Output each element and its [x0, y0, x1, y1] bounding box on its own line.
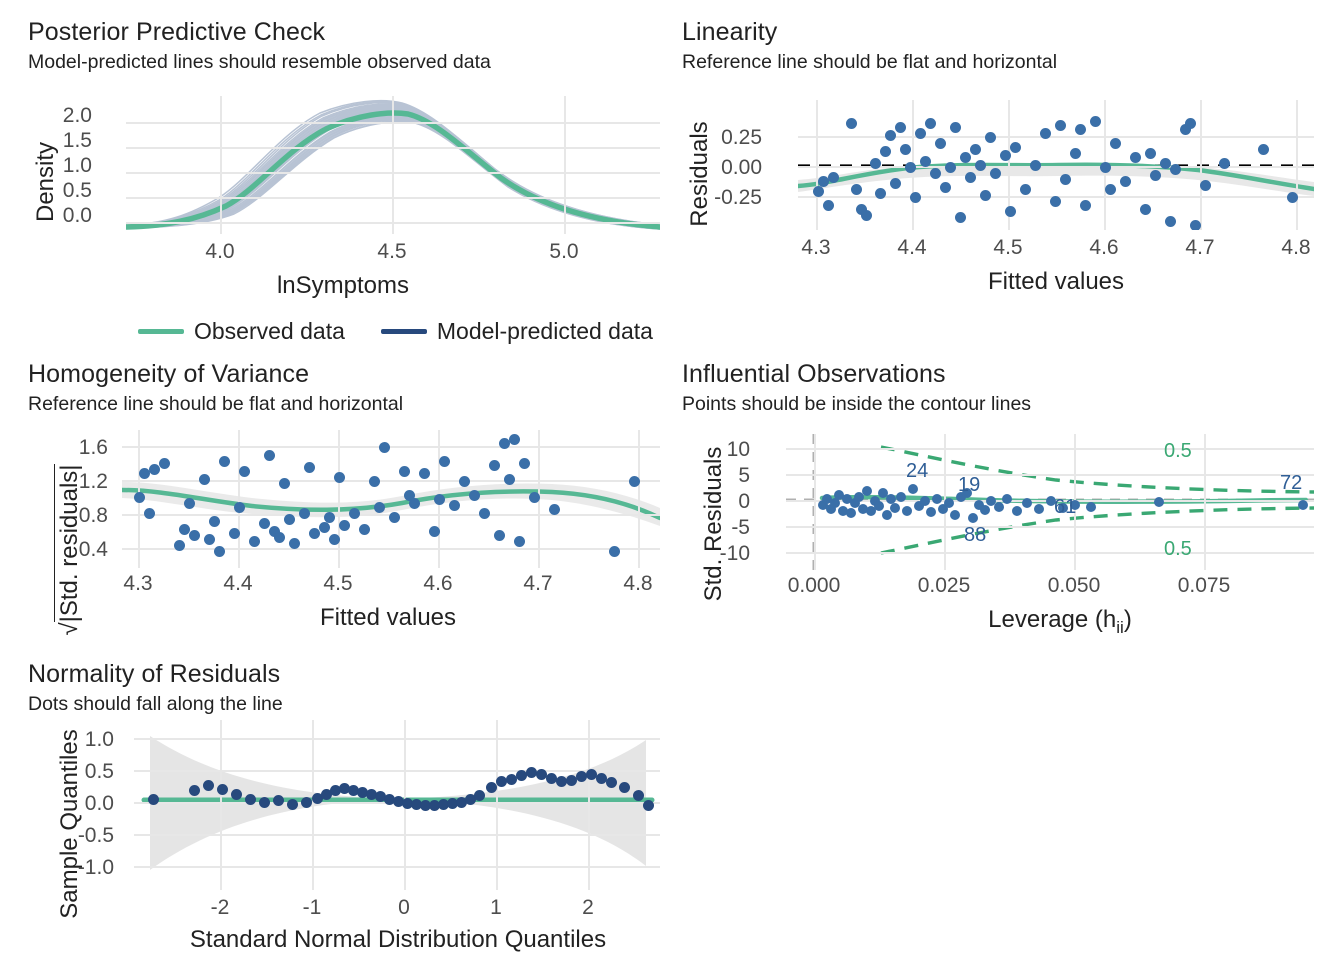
normality-title: Normality of Residuals — [28, 660, 281, 688]
scatter-point — [1090, 116, 1101, 127]
qq-point — [301, 797, 312, 808]
point-label-88: 88 — [964, 524, 987, 546]
scatter-point — [1140, 204, 1151, 215]
scatter-point — [980, 505, 990, 515]
scatter-point — [1055, 120, 1066, 131]
ppc-x-tick: 4.5 — [377, 240, 407, 263]
panel-linearity — [682, 18, 1332, 308]
ppc-y-tick: 1.0 — [62, 154, 92, 177]
scatter-point — [319, 522, 330, 533]
scatter-point — [489, 460, 500, 471]
scatter-point — [885, 130, 896, 141]
scatter-point — [284, 514, 295, 525]
qq-point — [245, 794, 256, 805]
scatter-point — [905, 162, 916, 173]
scatter-point — [289, 538, 300, 549]
scatter-point — [1105, 184, 1116, 195]
scatter-point — [1010, 142, 1021, 153]
scatter-point — [861, 210, 872, 221]
ppc-x-axis-title: lnSymptoms — [276, 272, 410, 299]
scatter-point — [1130, 152, 1141, 163]
homogeneity-x-tick: 4.8 — [623, 572, 653, 595]
scatter-point — [214, 546, 225, 557]
sqrt-symbol: √ — [56, 622, 83, 636]
influential-x-tick: 0.075 — [1177, 574, 1231, 597]
scatter-point — [1165, 216, 1176, 227]
scatter-point — [159, 458, 170, 469]
scatter-point — [965, 172, 976, 183]
homogeneity-subtitle: Reference line should be flat and horizontal — [28, 393, 404, 415]
normality-y-tick: -1.0 — [77, 856, 114, 879]
scatter-point — [895, 122, 906, 133]
scatter-point — [926, 507, 936, 517]
scatter-point — [149, 464, 160, 475]
influential-title: Influential Observations — [682, 360, 946, 388]
qq-point — [189, 785, 200, 796]
scatter-point — [902, 506, 912, 516]
ppc-x-tick: 5.0 — [549, 240, 579, 263]
scatter-point — [264, 450, 275, 461]
influential-x-axis-label-text: Leverage (h — [988, 606, 1117, 633]
scatter-point — [1219, 158, 1230, 169]
scatter-point — [1050, 196, 1061, 207]
scatter-point — [1022, 498, 1032, 508]
scatter-point — [459, 476, 470, 487]
scatter-point — [1020, 184, 1031, 195]
normality-x-tick: 0 — [398, 896, 410, 919]
scatter-point — [469, 490, 480, 501]
influential-y-tick: -10 — [719, 542, 750, 565]
panel-normality-of-residuals — [28, 660, 678, 953]
scatter-point — [1120, 176, 1131, 187]
normality-x-tick: -2 — [210, 896, 230, 919]
homogeneity-y-tick: 0.8 — [78, 504, 108, 527]
qq-point — [259, 797, 270, 808]
qq-point — [231, 789, 242, 800]
scatter-point — [509, 434, 520, 445]
scatter-point — [1034, 504, 1044, 514]
scatter-point — [1200, 180, 1211, 191]
scatter-point — [219, 456, 230, 467]
point-label-24: 24 — [906, 460, 929, 482]
scatter-point — [1154, 497, 1164, 507]
linearity-x-tick: 4.8 — [1281, 236, 1311, 259]
influential-y-tick: 10 — [726, 438, 750, 461]
scatter-point — [925, 118, 936, 129]
linearity-x-tick: 4.5 — [993, 236, 1023, 259]
linearity-y-tick: 0.25 — [721, 126, 762, 149]
normality-y-axis-title: Sample Quantiles — [56, 729, 83, 919]
homogeneity-x-tick: 4.4 — [223, 572, 253, 595]
scatter-point — [980, 190, 991, 201]
influential-subtitle: Points should be inside the contour lines — [682, 393, 1032, 415]
scatter-point — [329, 534, 340, 545]
point-label-72: 72 — [1280, 472, 1303, 494]
normality-plot-area — [134, 720, 660, 890]
scatter-point — [399, 466, 410, 477]
panel-homogeneity-of-variance — [28, 360, 678, 650]
scatter-point — [1080, 200, 1091, 211]
linearity-x-tick: 4.3 — [801, 236, 831, 259]
scatter-point — [549, 504, 560, 515]
scatter-point — [900, 144, 911, 155]
scatter-point — [1298, 500, 1308, 510]
scatter-point — [1110, 138, 1121, 149]
qq-point — [287, 799, 298, 810]
legend-label-observed: Observed data — [194, 318, 345, 344]
scatter-point — [449, 500, 460, 511]
influential-x-tick: 0.050 — [1047, 574, 1101, 597]
scatter-point — [875, 188, 886, 199]
scatter-point — [896, 492, 906, 502]
ppc-y-tick: 0.0 — [62, 204, 92, 227]
normality-y-tick: -0.5 — [77, 824, 114, 847]
scatter-point — [1030, 160, 1041, 171]
scatter-point — [359, 524, 370, 535]
scatter-point — [304, 462, 315, 473]
homogeneity-y-axis-label-text: |Std. residuals| — [56, 464, 83, 623]
scatter-point — [975, 160, 986, 171]
scatter-point — [199, 474, 210, 485]
qq-point — [474, 790, 485, 801]
scatter-point — [389, 512, 400, 523]
scatter-point — [890, 503, 900, 513]
scatter-point — [324, 512, 335, 523]
contour-label-upper: 0.5 — [1164, 440, 1192, 462]
influential-x-tick: 0.025 — [917, 574, 971, 597]
scatter-point — [419, 468, 430, 479]
normality-subtitle: Dots should fall along the line — [28, 693, 283, 715]
linearity-x-tick: 4.7 — [1185, 236, 1215, 259]
scatter-point — [184, 498, 195, 509]
scatter-point — [890, 178, 901, 189]
scatter-point — [874, 501, 884, 511]
homogeneity-x-tick: 4.3 — [123, 572, 153, 595]
legend-item-predicted — [381, 318, 653, 345]
scatter-point — [504, 474, 515, 485]
scatter-point — [299, 508, 310, 519]
scatter-point — [1060, 174, 1071, 185]
linearity-title: Linearity — [682, 18, 778, 46]
scatter-point — [629, 476, 640, 487]
linearity-y-tick: -0.25 — [714, 186, 762, 209]
scatter-point — [279, 478, 290, 489]
influential-y-tick: 5 — [738, 464, 750, 487]
influential-y-axis-title: Std. Residuals — [700, 446, 727, 602]
ppc-x-tick: 4.0 — [205, 240, 235, 263]
scatter-point — [434, 494, 445, 505]
scatter-point — [239, 466, 250, 477]
qq-point — [633, 790, 644, 801]
influential-y-tick: -5 — [731, 516, 750, 539]
linearity-y-axis-title: Residuals — [686, 121, 713, 227]
panel-influential-observations — [682, 360, 1332, 650]
scatter-point — [1150, 170, 1161, 181]
contour-label-lower: 0.5 — [1164, 538, 1192, 560]
scatter-point — [494, 530, 505, 541]
scatter-point — [1190, 220, 1201, 230]
scatter-point — [944, 498, 954, 508]
scatter-point — [374, 502, 385, 513]
scatter-point — [950, 122, 961, 133]
scatter-point — [994, 502, 1004, 512]
normality-x-tick: 1 — [490, 896, 502, 919]
linearity-x-tick: 4.4 — [897, 236, 927, 259]
scatter-point — [134, 492, 145, 503]
scatter-point — [920, 496, 930, 506]
homogeneity-y-tick: 0.4 — [78, 538, 108, 561]
linearity-x-tick: 4.6 — [1089, 236, 1119, 259]
homogeneity-x-tick: 4.5 — [323, 572, 353, 595]
scatter-point — [932, 494, 942, 504]
scatter-point — [968, 513, 978, 523]
scatter-point — [209, 516, 220, 527]
legend-item-observed — [138, 318, 345, 345]
qq-point — [643, 800, 654, 811]
scatter-point — [851, 184, 862, 195]
scatter-point — [174, 540, 185, 551]
normality-x-tick: 2 — [582, 896, 594, 919]
scatter-point — [930, 168, 941, 179]
legend-swatch-predicted — [381, 329, 427, 334]
influential-x-axis-label-suffix: ) — [1123, 606, 1132, 633]
scatter-point — [249, 536, 260, 547]
ppc-subtitle: Model-predicted lines should resemble observed data — [28, 51, 491, 73]
scatter-point — [920, 156, 931, 167]
scatter-point — [349, 508, 360, 519]
scatter-point — [1287, 192, 1298, 203]
qq-point — [217, 784, 228, 795]
scatter-point — [1002, 494, 1012, 504]
ppc-legend — [138, 318, 653, 345]
scatter-point — [309, 528, 320, 539]
scatter-point — [940, 182, 951, 193]
scatter-point — [439, 456, 450, 467]
scatter-point — [1170, 164, 1181, 175]
scatter-point — [915, 128, 926, 139]
scatter-point — [1012, 506, 1022, 516]
homogeneity-y-tick: 1.6 — [78, 436, 108, 459]
scatter-point — [990, 168, 1001, 179]
qq-point — [606, 777, 617, 788]
scatter-point — [259, 518, 270, 529]
qq-point — [148, 794, 159, 805]
normality-x-axis-title: Standard Normal Distribution Quantiles — [189, 926, 607, 953]
linearity-x-axis-title: Fitted values — [987, 268, 1125, 295]
scatter-point — [229, 528, 240, 539]
homogeneity-x-tick: 4.6 — [423, 572, 453, 595]
scatter-point — [813, 186, 824, 197]
scatter-point — [529, 492, 540, 503]
scatter-point — [880, 146, 891, 157]
scatter-point — [908, 484, 918, 494]
scatter-point — [823, 200, 834, 211]
scatter-point — [935, 138, 946, 149]
scatter-point — [1145, 148, 1156, 159]
scatter-point — [846, 118, 857, 129]
scatter-point — [1000, 150, 1011, 161]
homogeneity-x-tick: 4.7 — [523, 572, 553, 595]
scatter-point — [846, 508, 856, 518]
normality-y-tick: 1.0 — [84, 728, 114, 751]
scatter-point — [144, 508, 155, 519]
scatter-point — [1100, 162, 1111, 173]
scatter-point — [945, 162, 956, 173]
panel-posterior-predictive-check — [28, 18, 678, 348]
influential-x-axis-title — [910, 606, 1210, 638]
homogeneity-title: Homogeneity of Variance — [28, 360, 310, 388]
scatter-point — [828, 172, 839, 183]
scatter-point — [274, 532, 285, 543]
linearity-y-tick: 0.00 — [721, 156, 762, 179]
influential-x-tick: 0.000 — [787, 574, 841, 597]
scatter-point — [1005, 206, 1016, 217]
point-label-19: 19 — [958, 474, 981, 496]
qq-point — [273, 795, 284, 806]
scatter-point — [870, 158, 881, 169]
scatter-point — [970, 144, 981, 155]
ppc-y-tick: 1.5 — [62, 129, 92, 152]
scatter-point — [514, 536, 525, 547]
normality-x-tick: -1 — [302, 896, 322, 919]
scatter-point — [379, 442, 390, 453]
scatter-point — [609, 546, 620, 557]
legend-label-predicted: Model-predicted data — [436, 318, 653, 344]
scatter-point — [910, 192, 921, 203]
scatter-point — [1040, 128, 1051, 139]
qq-point — [619, 782, 630, 793]
normality-y-tick: 0.0 — [84, 792, 114, 815]
influential-plot-area — [786, 434, 1314, 570]
scatter-point — [1258, 144, 1269, 155]
ppc-y-tick: 2.0 — [62, 104, 92, 127]
ppc-y-tick: 0.5 — [62, 179, 92, 202]
scatter-point — [862, 486, 872, 496]
qq-point — [203, 780, 214, 791]
scatter-point — [1070, 148, 1081, 159]
linearity-subtitle: Reference line should be flat and horizontal — [682, 51, 1058, 73]
scatter-point — [204, 534, 215, 545]
scatter-point — [955, 212, 966, 223]
ppc-title: Posterior Predictive Check — [28, 18, 326, 46]
scatter-point — [409, 498, 420, 509]
scatter-point — [960, 152, 971, 163]
scatter-point — [1075, 124, 1086, 135]
scatter-point — [234, 502, 245, 513]
scatter-point — [369, 476, 380, 487]
scatter-point — [429, 526, 440, 537]
scatter-point — [339, 520, 350, 531]
scatter-point — [950, 510, 960, 520]
linearity-plot-area — [798, 100, 1314, 230]
scatter-point — [985, 132, 996, 143]
scatter-point — [1086, 502, 1096, 512]
ppc-plot-area — [126, 96, 660, 234]
homogeneity-y-tick: 1.2 — [78, 470, 108, 493]
scatter-point — [334, 472, 345, 483]
normality-y-tick: 0.5 — [84, 760, 114, 783]
point-label-61: 61 — [1054, 496, 1077, 518]
qq-point — [486, 782, 497, 793]
scatter-point — [189, 530, 200, 541]
scatter-point — [1185, 118, 1196, 129]
scatter-point — [479, 508, 490, 519]
ppc-y-axis-title: Density — [32, 141, 59, 223]
homogeneity-x-axis-title: Fitted values — [319, 604, 457, 631]
scatter-point — [519, 458, 530, 469]
influential-x-axis-subscript: ii — [1116, 617, 1124, 637]
influential-y-tick: 0 — [738, 490, 750, 513]
legend-swatch-observed — [138, 329, 184, 334]
homogeneity-plot-area — [122, 430, 660, 568]
